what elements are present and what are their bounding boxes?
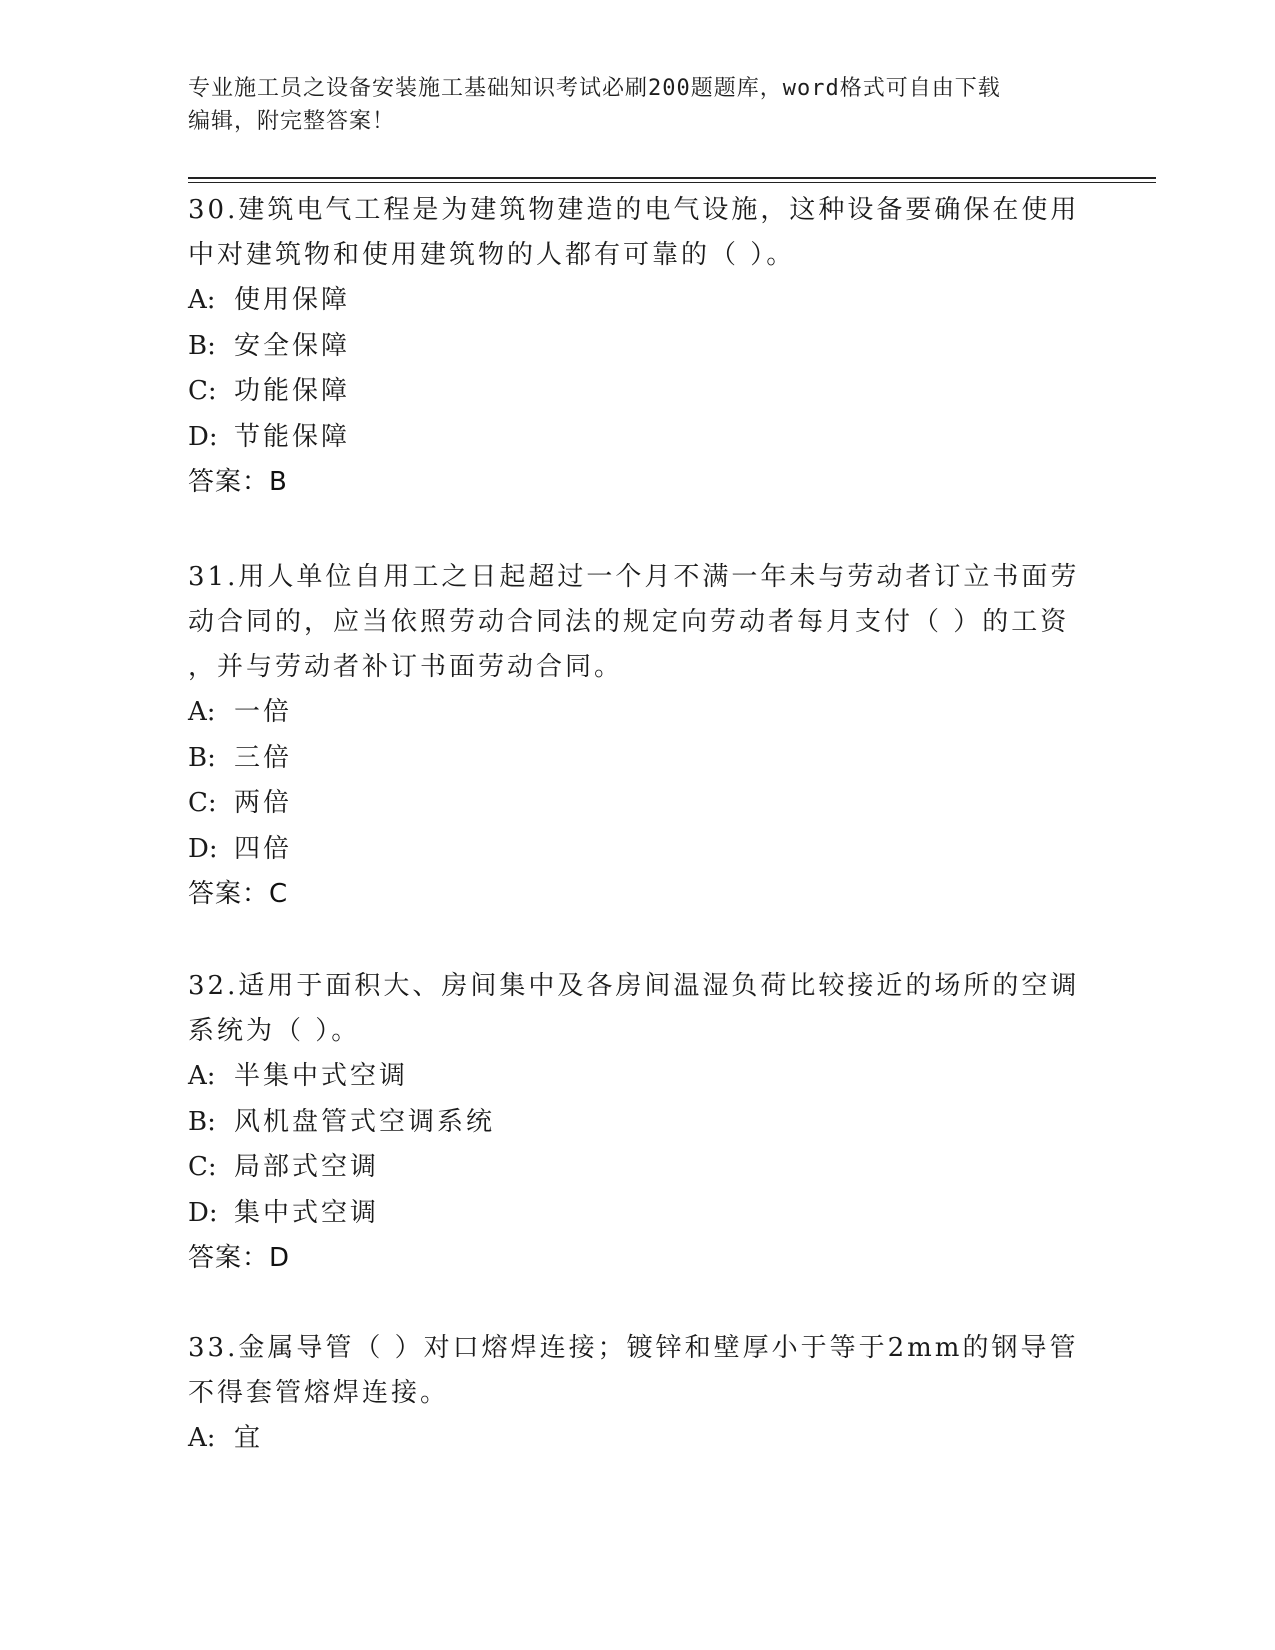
option-text: 使用保障 (234, 285, 351, 315)
question-33 (188, 1326, 1088, 1462)
question-stem (188, 964, 1088, 1054)
option-d (188, 1191, 1088, 1237)
stem-line: ，并与劳动者补订书面劳动合同。 (188, 652, 624, 682)
stem-line: 动合同的，应当依照劳动合同法的规定向劳动者每月支付（ ）的工资 (188, 607, 1070, 637)
option-key: C: (188, 1152, 217, 1182)
option-a (188, 1416, 1088, 1462)
option-a (188, 1054, 1088, 1100)
option-text: 风机盘管式空调系统 (234, 1106, 496, 1137)
answer-line: 答案：C (188, 879, 289, 909)
option-text: 四倍 (234, 833, 293, 864)
question-stem (188, 188, 1088, 278)
option-text: 半集中式空调 (234, 1061, 409, 1091)
header-line-2: 编辑，附完整答案！ (188, 109, 396, 134)
option-a (188, 690, 1088, 736)
option-b (188, 1100, 1088, 1146)
answer-line: 答案：B (188, 467, 288, 497)
header-line-1: 专业施工员之设备安装施工基础知识考试必刷200题题库，word格式可自由下载 (188, 76, 1001, 101)
stem-line: 中对建筑物和使用建筑物的人都有可靠的（ ）。 (188, 240, 796, 270)
stem-line: 32.适用于面积大、房间集中及各房间温湿负荷比较接近的场所的空调 (188, 971, 1080, 1001)
option-key: D: (188, 1197, 218, 1228)
document-header (188, 72, 1068, 138)
option-text: 功能保障 (234, 376, 351, 406)
option-a (188, 278, 1088, 324)
stem-line: 不得套管熔焊连接。 (188, 1378, 450, 1408)
option-key: B: (188, 330, 216, 361)
option-key: C: (188, 788, 217, 818)
option-text: 局部式空调 (234, 1152, 380, 1182)
option-d (188, 827, 1088, 873)
option-text: 宜 (234, 1423, 264, 1453)
stem-line: 33.金属导管（ ）对口熔焊连接；镀锌和壁厚小于等于2mm的钢导管 (188, 1333, 1079, 1363)
option-text: 一倍 (234, 697, 293, 727)
option-key: A: (188, 285, 216, 315)
option-key: B: (188, 1106, 216, 1137)
option-key: C: (188, 376, 217, 406)
option-text: 安全保障 (234, 330, 351, 361)
stem-line: 系统为（ ）。 (188, 1016, 361, 1046)
question-31 (188, 555, 1088, 917)
stem-line: 30.建筑电气工程是为建筑物建造的电气设施，这种设备要确保在使用 (188, 195, 1080, 225)
stem-line: 31.用人单位自用工之日起超过一个月不满一年未与劳动者订立书面劳 (188, 562, 1080, 592)
option-d (188, 415, 1088, 461)
option-key: B: (188, 742, 216, 773)
option-text: 两倍 (234, 788, 293, 818)
option-c (188, 781, 1088, 827)
answer-line: 答案：D (188, 1243, 291, 1273)
question-32 (188, 964, 1088, 1281)
option-key: D: (188, 833, 218, 864)
option-text: 三倍 (234, 742, 293, 773)
question-stem (188, 1326, 1088, 1416)
option-key: A: (188, 1423, 216, 1453)
option-key: A: (188, 1061, 216, 1091)
option-c (188, 369, 1088, 415)
option-key: A: (188, 697, 216, 727)
option-text: 节能保障 (234, 421, 351, 452)
header-divider-thick (188, 177, 1156, 179)
option-b (188, 736, 1088, 782)
question-30 (188, 188, 1088, 505)
option-b (188, 324, 1088, 370)
option-c (188, 1145, 1088, 1191)
header-divider-thin (188, 182, 1156, 183)
option-key: D: (188, 421, 218, 452)
option-text: 集中式空调 (234, 1197, 380, 1228)
question-stem (188, 555, 1088, 690)
